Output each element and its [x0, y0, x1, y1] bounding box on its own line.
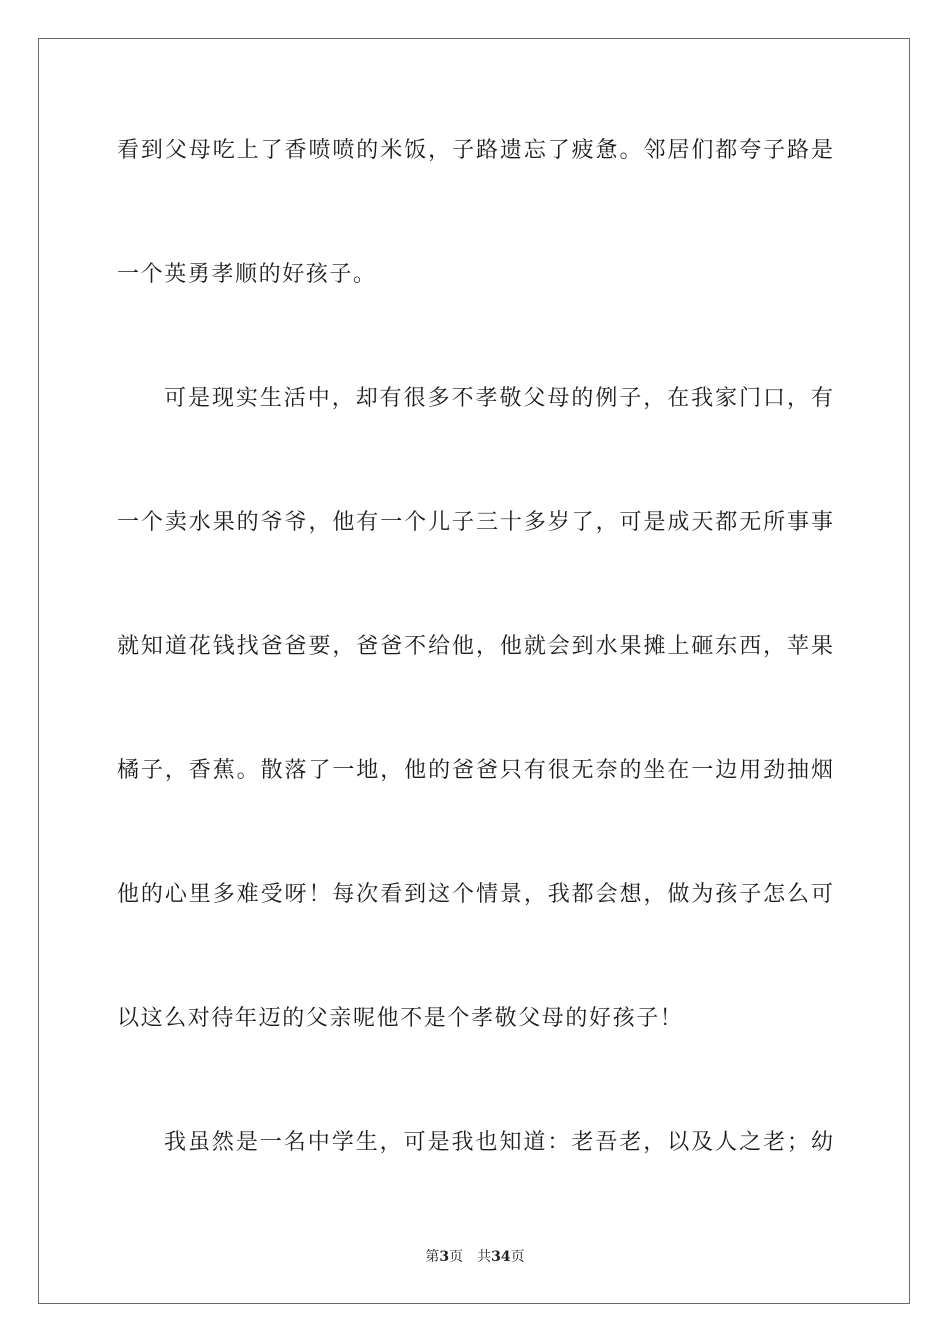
total-pages: 34: [491, 1249, 511, 1265]
page-number: 3: [439, 1249, 450, 1265]
text-line-4: 一个卖水果的爷爷，他有一个儿子三十多岁了，可是成天都无所事事: [117, 510, 833, 535]
page-footer: [0, 1248, 950, 1266]
page-prefix: 第: [425, 1249, 440, 1265]
text-line-1: 看到父母吃上了香喷喷的米饭，子路遗忘了疲惫。邻居们都夸子路是: [117, 138, 833, 163]
page-suffix: 页: [449, 1249, 464, 1265]
text-line-3: 可是现实生活中，却有很多不孝敬父母的例子，在我家门口，有: [164, 386, 833, 411]
page-border: [38, 38, 910, 1304]
text-line-6: 橘子，香蕉。散落了一地，他的爸爸只有很无奈的坐在一边用劲抽烟: [117, 758, 833, 783]
text-line-8: 以这么对待年迈的父亲呢他不是个孝敬父母的好孩子！: [117, 1006, 684, 1031]
total-prefix: 共: [477, 1249, 492, 1265]
text-line-2: 一个英勇孝顺的好孩子。: [117, 262, 377, 287]
text-line-7: 他的心里多难受呀！每次看到这个情景，我都会想，做为孩子怎么可: [117, 882, 833, 907]
text-line-9: 我虽然是一名中学生，可是我也知道：老吾老，以及人之老；幼: [164, 1130, 833, 1155]
text-line-5: 就知道花钱找爸爸要，爸爸不给他，他就会到水果摊上砸东西，苹果: [117, 634, 833, 659]
total-suffix: 页: [510, 1249, 525, 1265]
